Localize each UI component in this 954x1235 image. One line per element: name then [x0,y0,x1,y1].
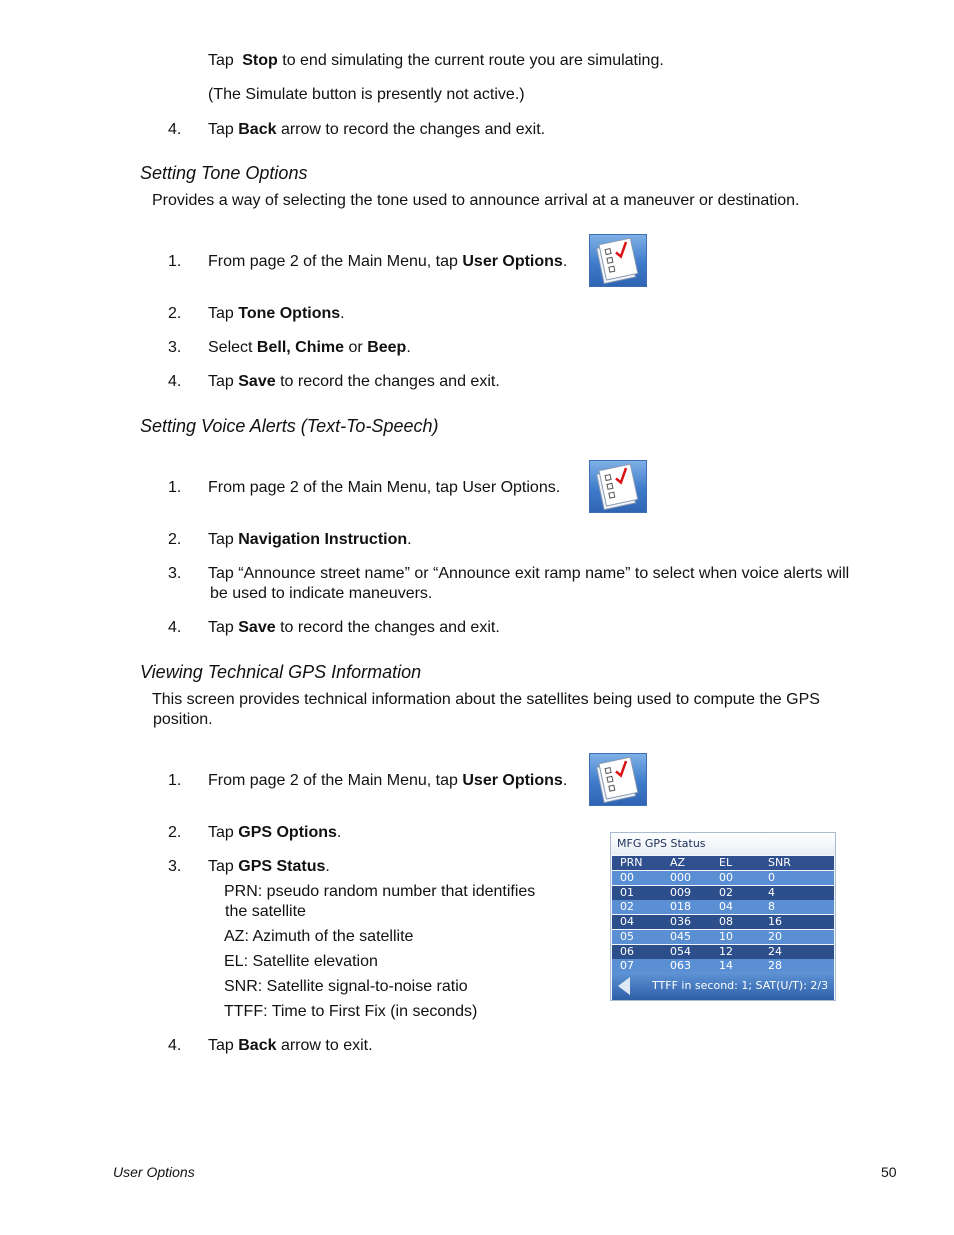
voice-step-1: From page 2 of the Main Menu, tap User Options. [208,479,561,496]
section-heading-tone: Setting Tone Options [140,163,308,183]
step-number: 3. [168,339,182,356]
tone-description: Provides a way of selecting the tone used to announce arrival at a maneuver or destination. [152,192,800,209]
footer-section-name: User Options [113,1164,195,1180]
definition-ttff: TTFF: Time to First Fix (in seconds) [224,1003,478,1020]
step-number: 3. [168,565,182,582]
cell-el: 12 [719,944,733,958]
section-heading-gps: Viewing Technical GPS Information [140,662,422,682]
gps-status-screen [610,832,836,1001]
step-number: 1. [168,772,182,789]
definition-prn: PRN: pseudo random number that identifies [224,883,536,900]
step-number: 2. [168,824,182,841]
voice-step-2: Tap Navigation Instruction. [208,531,412,548]
cell-prn: 05 [620,929,634,943]
stop-instruction: Tap Stop to end simulating the current route you are simulating. [208,52,664,69]
cell-az: 036 [670,915,691,929]
cell-el: 00 [719,871,733,884]
tone-step-4: Tap Save to record the changes and exit. [208,373,500,390]
cell-prn: 01 [620,885,634,899]
voice-step-3-line1: Tap “Announce street name” or “Announce exit ramp name” to select when voice alerts will [208,565,850,582]
gps-description-line1: This screen provides technical information about the satellites being used to compute the GPS [152,691,820,708]
cell-snr: 4 [768,885,775,899]
table-row [612,945,834,959]
step-number: 4. [168,1037,182,1054]
cell-az: 000 [670,871,691,884]
step-number: 4. [168,619,182,636]
gps-step-2: Tap GPS Options. [208,824,342,841]
checklist-icon [589,234,647,287]
definition-snr: SNR: Satellite signal-to-noise ratio [224,978,468,995]
column-header-el: EL [719,856,733,869]
step-number: 2. [168,305,182,322]
cell-snr: 8 [768,900,775,914]
cell-prn: 02 [620,900,634,914]
step-number: 1. [168,253,182,270]
gps-step-3: Tap GPS Status. [208,858,330,875]
cell-prn: 04 [620,915,634,929]
step-number: 1. [168,479,182,496]
gps-status-footer [612,972,834,1000]
tone-step-1: From page 2 of the Main Menu, tap User Options. [208,253,568,270]
checklist-icon [589,460,647,513]
cell-el: 14 [719,959,733,973]
gps-step-4: Tap Back arrow to exit. [208,1037,373,1054]
back-arrow-icon[interactable] [618,977,630,995]
cell-az: 045 [670,929,691,943]
table-row [612,915,834,929]
definition-az: AZ: Azimuth of the satellite [224,928,414,945]
tone-step-2: Tap Tone Options. [208,305,345,322]
definition-el: EL: Satellite elevation [224,953,378,970]
stop-label: Stop [242,52,278,69]
cell-snr: 24 [768,944,782,958]
back-instruction: Tap Back arrow to record the changes and exit. [208,121,546,138]
column-header-snr: SNR [768,856,791,869]
table-row [612,886,834,900]
cell-el: 04 [719,900,733,914]
table-row [612,930,834,944]
cell-az: 018 [670,900,691,914]
column-header-az: AZ [670,856,686,869]
simulate-note: (The Simulate button is presently not active.) [208,86,525,103]
cell-el: 02 [719,885,733,899]
table-row [612,871,834,885]
table-row [612,900,834,914]
cell-prn: 00 [620,871,634,884]
section-heading-voice: Setting Voice Alerts (Text-To-Speech) [140,416,439,436]
gps-status-title: MFG GPS Status [611,833,835,855]
page-number: 50 [881,1164,897,1180]
cell-snr: 0 [768,871,775,884]
voice-step-4: Tap Save to record the changes and exit. [208,619,500,636]
voice-step-3-line2: be used to indicate maneuvers. [210,585,433,602]
step-number: 3. [168,858,182,875]
gps-step-1: From page 2 of the Main Menu, tap User Options. [208,772,568,789]
definition-prn-cont: the satellite [225,903,306,920]
cell-prn: 06 [620,944,634,958]
cell-el: 08 [719,915,733,929]
gps-description-line2: position. [153,711,213,728]
cell-el: 10 [719,929,733,943]
step-number: 4. [168,121,182,138]
column-header-prn: PRN [620,856,643,869]
cell-prn: 07 [620,959,634,973]
cell-snr: 16 [768,915,782,929]
cell-snr: 20 [768,929,782,943]
ttff-status: TTFF in second: 1; SAT(U/T): 2/3 [652,979,829,992]
step-number: 2. [168,531,182,548]
cell-az: 054 [670,944,691,958]
tone-step-3: Select Bell, Chime or Beep. [208,339,411,356]
gps-table-header [612,856,834,870]
cell-az: 009 [670,885,691,899]
cell-snr: 28 [768,959,782,973]
checklist-icon [589,753,647,806]
step-number: 4. [168,373,182,390]
cell-az: 063 [670,959,691,973]
